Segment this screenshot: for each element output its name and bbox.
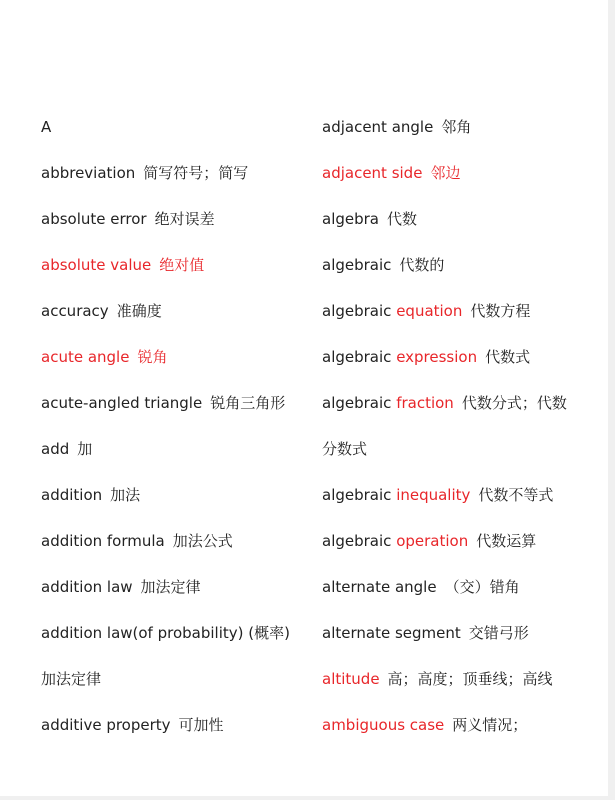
glossary-entry [322, 288, 602, 334]
glossary-entry [41, 196, 311, 242]
highlighted-term: fraction [396, 394, 454, 412]
english-term: addition law(of probability) (概率) [41, 624, 290, 642]
english-term: adjacent angle [322, 118, 434, 136]
glossary-entry [322, 610, 602, 656]
highlighted-term: inequality [396, 486, 471, 504]
glossary-entry [41, 656, 311, 702]
glossary-entry [41, 104, 311, 150]
chinese-translation: 可加性 [178, 716, 224, 734]
chinese-translation: 准确度 [116, 302, 162, 320]
english-term: alternate segment [322, 624, 461, 642]
chinese-translation: 代数 [387, 210, 418, 228]
glossary-entry [41, 610, 311, 656]
english-term: algebra [322, 210, 379, 228]
term-prefix: algebraic [322, 532, 392, 550]
chinese-translation: 邻边 [430, 164, 461, 182]
chinese-translation: 交错弓形 [468, 624, 529, 642]
english-term: additive property [41, 716, 171, 734]
glossary-entry [322, 472, 602, 518]
glossary-entry [41, 334, 311, 380]
english-term: add [41, 440, 70, 458]
english-term: A [41, 118, 52, 136]
glossary-entry [41, 380, 311, 426]
term-prefix: algebraic [322, 394, 392, 412]
english-term: absolute value [41, 256, 152, 274]
chinese-translation: 代数不等式 [478, 486, 554, 504]
chinese-translation: （交）错角 [444, 578, 520, 596]
english-term: addition formula [41, 532, 165, 550]
chinese-translation: 加法公式 [172, 532, 233, 550]
english-term: addition law [41, 578, 133, 596]
english-term: adjacent side [322, 164, 423, 182]
english-term: 分数式 [322, 440, 368, 458]
chinese-translation: 简写符号；简写 [143, 164, 249, 182]
chinese-translation: 代数式 [485, 348, 531, 366]
highlighted-term: expression [396, 348, 478, 366]
glossary-entry [41, 518, 311, 564]
english-term: 加法定律 [41, 670, 102, 688]
glossary-entry [322, 518, 602, 564]
glossary-entry [41, 288, 311, 334]
right-glossary-column [322, 104, 602, 748]
english-term: accuracy [41, 302, 109, 320]
glossary-entry [322, 380, 602, 426]
glossary-entry [322, 426, 602, 472]
english-term: addition [41, 486, 103, 504]
english-term: absolute error [41, 210, 147, 228]
glossary-entry [41, 150, 311, 196]
highlighted-term: altitude [322, 670, 380, 688]
chinese-translation: 加 [77, 440, 93, 458]
glossary-entry [41, 702, 311, 748]
highlighted-term: operation [396, 532, 469, 550]
left-glossary-column [41, 104, 311, 748]
chinese-translation: 绝对值 [159, 256, 205, 274]
highlighted-term: ambiguous case [322, 716, 445, 734]
english-term: algebraic [322, 256, 392, 274]
glossary-entry [322, 104, 602, 150]
chinese-translation: 加法定律 [140, 578, 201, 596]
chinese-translation: 代数运算 [476, 532, 537, 550]
glossary-entry [41, 242, 311, 288]
term-prefix: algebraic [322, 348, 392, 366]
english-term: acute angle [41, 348, 130, 366]
chinese-translation: 代数的 [399, 256, 445, 274]
chinese-translation: 代数分式；代数 [461, 394, 567, 412]
highlighted-term: equation [396, 302, 463, 320]
glossary-entry [41, 426, 311, 472]
english-term: acute-angled triangle [41, 394, 203, 412]
chinese-translation: 邻角 [441, 118, 472, 136]
chinese-translation: 高；高度；顶垂线；高线 [387, 670, 553, 688]
chinese-translation: 加法 [110, 486, 141, 504]
glossary-entry [41, 472, 311, 518]
glossary-entry [41, 564, 311, 610]
term-prefix: algebraic [322, 486, 392, 504]
chinese-translation: 两义情况； [452, 716, 528, 734]
chinese-translation: 锐角 [137, 348, 168, 366]
chinese-translation: 绝对误差 [154, 210, 215, 228]
glossary-entry [322, 150, 602, 196]
glossary-entry [322, 242, 602, 288]
glossary-entry [322, 564, 602, 610]
glossary-entry [322, 196, 602, 242]
chinese-translation: 代数方程 [470, 302, 531, 320]
english-term: alternate angle [322, 578, 437, 596]
term-prefix: algebraic [322, 302, 392, 320]
chinese-translation: 锐角三角形 [210, 394, 286, 412]
glossary-entry [322, 334, 602, 380]
glossary-entry [322, 702, 602, 748]
english-term: abbreviation [41, 164, 136, 182]
glossary-entry [322, 656, 602, 702]
